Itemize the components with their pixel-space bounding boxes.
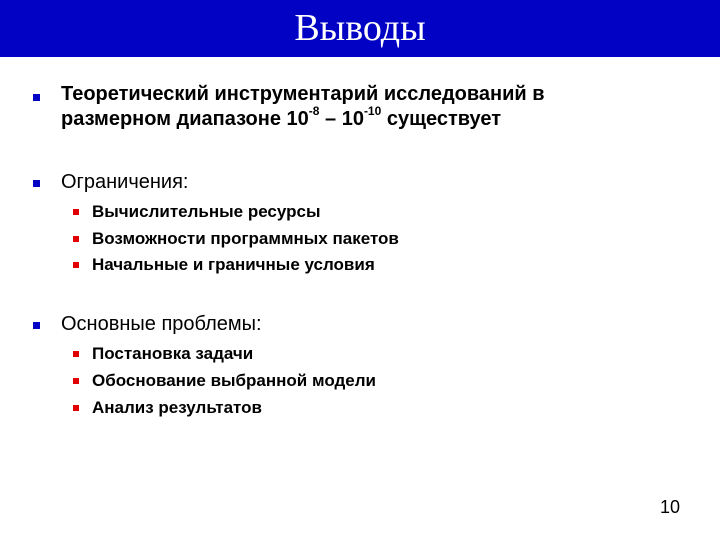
bullet-1-line-2-prefix: размерном диапазоне 10 — [61, 108, 309, 130]
bullet-text-3: Основные проблемы: — [61, 313, 262, 335]
sub-bullet-text: Обоснование выбранной модели — [92, 371, 376, 390]
sub-bullet-text: Анализ результатов — [92, 398, 262, 417]
bullet-marker — [33, 322, 40, 329]
page-number: 10 — [659, 497, 680, 517]
sub-bullet-text: Возможности программных пакетов — [92, 229, 399, 248]
sub-bullet-marker — [73, 405, 79, 411]
bullet-1-line-2-suffix: существует — [381, 108, 502, 130]
bullet-1-line-2 — [61, 104, 701, 132]
sub-bullet-marker — [73, 262, 79, 268]
bullet-marker — [33, 180, 40, 187]
sub-bullet-marker — [73, 378, 79, 384]
bullet-marker — [33, 94, 40, 101]
sub-bullet-text: Вычислительные ресурсы — [92, 202, 321, 221]
bullet-1-dash: – 10 — [319, 108, 364, 130]
bullet-text-2: Ограничения: — [61, 171, 189, 193]
sub-bullet-text: Начальные и граничные условия — [92, 255, 375, 274]
bullet-1-line-1: Теоретический инструментарий исследований в — [61, 83, 545, 105]
bullet-text-1 — [61, 82, 701, 132]
exponent-2: -10 — [363, 104, 382, 119]
sub-bullet-marker — [73, 351, 79, 357]
slide-title: Выводы — [294, 7, 426, 49]
sub-bullet-marker — [73, 209, 79, 215]
exponent-1: -8 — [308, 104, 320, 119]
sub-bullet-marker — [73, 236, 79, 242]
sub-bullet-text: Постановка задачи — [92, 344, 254, 363]
